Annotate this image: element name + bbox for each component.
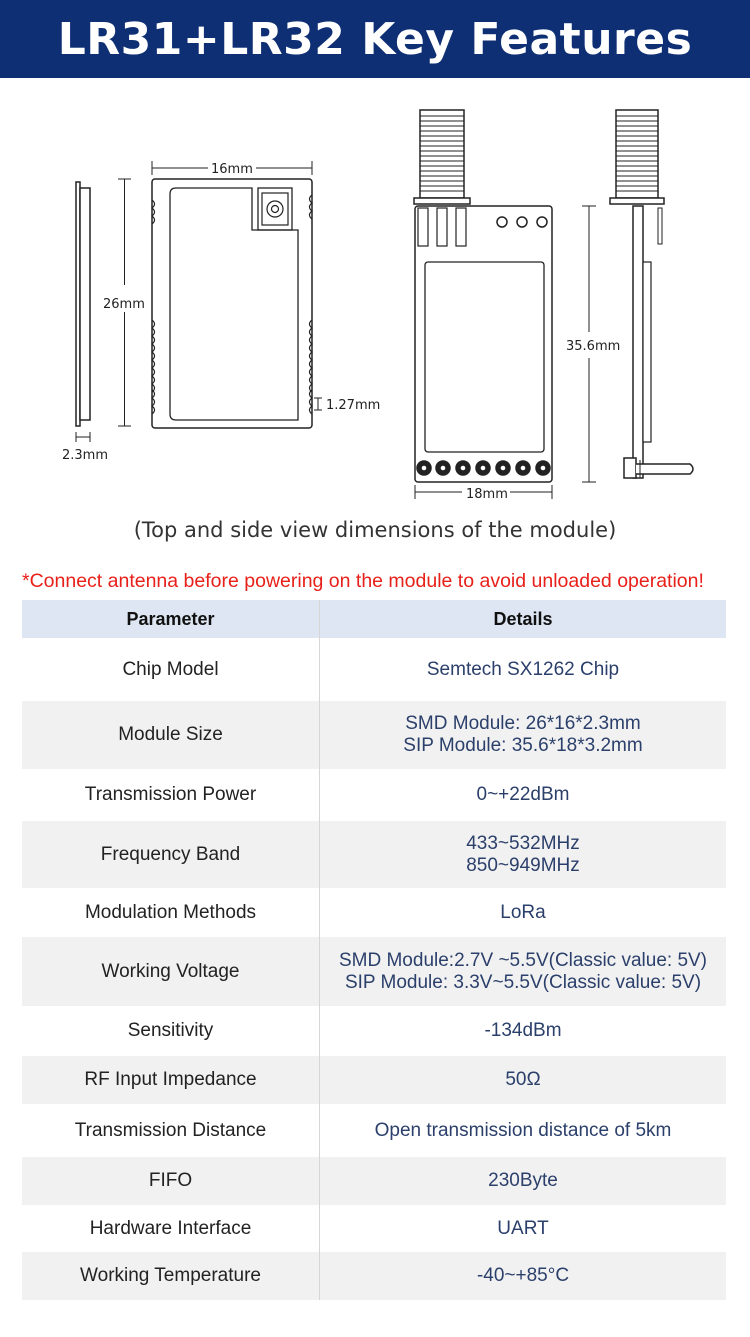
spec-table	[22, 600, 726, 1300]
smd-pitch-label: 1.27mm	[326, 398, 381, 413]
row-parameter: Hardware Interface	[22, 1205, 320, 1252]
sip-side-view	[610, 110, 693, 478]
table-row	[22, 821, 726, 888]
row-parameter: Frequency Band	[22, 821, 320, 888]
row-parameter: Working Voltage	[22, 937, 320, 1006]
row-parameter: RF Input Impedance	[22, 1056, 320, 1104]
table-row	[22, 1006, 726, 1056]
row-parameter: FIFO	[22, 1157, 320, 1205]
table-row	[22, 937, 726, 1006]
row-details: -40~+85°C	[476, 1265, 570, 1286]
row-parameter: Chip Model	[22, 638, 320, 701]
table-row	[22, 701, 726, 769]
row-parameter: Transmission Power	[22, 769, 320, 821]
row-parameter: Working Temperature	[22, 1252, 320, 1300]
row-details: 433~532MHz 850~949MHz	[466, 832, 580, 876]
smd-thickness-label: 2.3mm	[62, 448, 109, 463]
page-title: LR31+LR32 Key Features	[57, 13, 693, 65]
row-details: 50Ω	[505, 1069, 541, 1090]
dimension-diagram	[0, 80, 750, 520]
table-row	[22, 1104, 726, 1157]
smd-width-label: 16mm	[211, 162, 253, 177]
table-row	[22, 769, 726, 821]
row-details: 230Byte	[488, 1170, 558, 1191]
sip-height-label: 35.6mm	[566, 339, 621, 354]
figure-caption: (Top and side view dimensions of the module)	[133, 518, 617, 542]
sip-front-view	[414, 110, 552, 482]
table-row	[22, 1252, 726, 1300]
module-dimension-drawing	[0, 80, 750, 520]
row-details: SMD Module: 26*16*2.3mm SIP Module: 35.6*18*3.2mm	[403, 713, 643, 756]
row-parameter: Modulation Methods	[22, 888, 320, 937]
row-details: 0~+22dBm	[476, 784, 570, 805]
row-parameter: Module Size	[22, 701, 320, 769]
table-row	[22, 1056, 726, 1104]
row-details: -134dBm	[484, 1020, 562, 1041]
header-parameter: Parameter	[22, 600, 320, 638]
row-details: Semtech SX1262 Chip	[426, 658, 620, 680]
row-parameter: Sensitivity	[22, 1006, 320, 1056]
row-details: SMD Module:2.7V ~5.5V(Classic value: 5V) SIP Module: 3.3V~5.5V(Classic value: 5V)	[338, 949, 708, 993]
row-details: UART	[497, 1217, 549, 1239]
table-row	[22, 888, 726, 937]
page-header	[0, 0, 750, 78]
table-header-row	[22, 600, 726, 638]
smd-top-view	[152, 179, 312, 428]
row-details: Open transmission distance of 5km	[374, 1119, 672, 1141]
table-row	[22, 638, 726, 701]
table-row	[22, 1157, 726, 1205]
header-details: Details	[493, 609, 553, 629]
smd-side-view	[76, 182, 90, 442]
antenna-warning: *Connect antenna before powering on the module to avoid unloaded operation!	[22, 570, 704, 592]
smd-height-label: 26mm	[103, 297, 145, 312]
table-row	[22, 1205, 726, 1252]
row-parameter: Transmission Distance	[22, 1104, 320, 1157]
row-details: LoRa	[500, 901, 546, 923]
sip-width-label: 18mm	[466, 487, 508, 502]
